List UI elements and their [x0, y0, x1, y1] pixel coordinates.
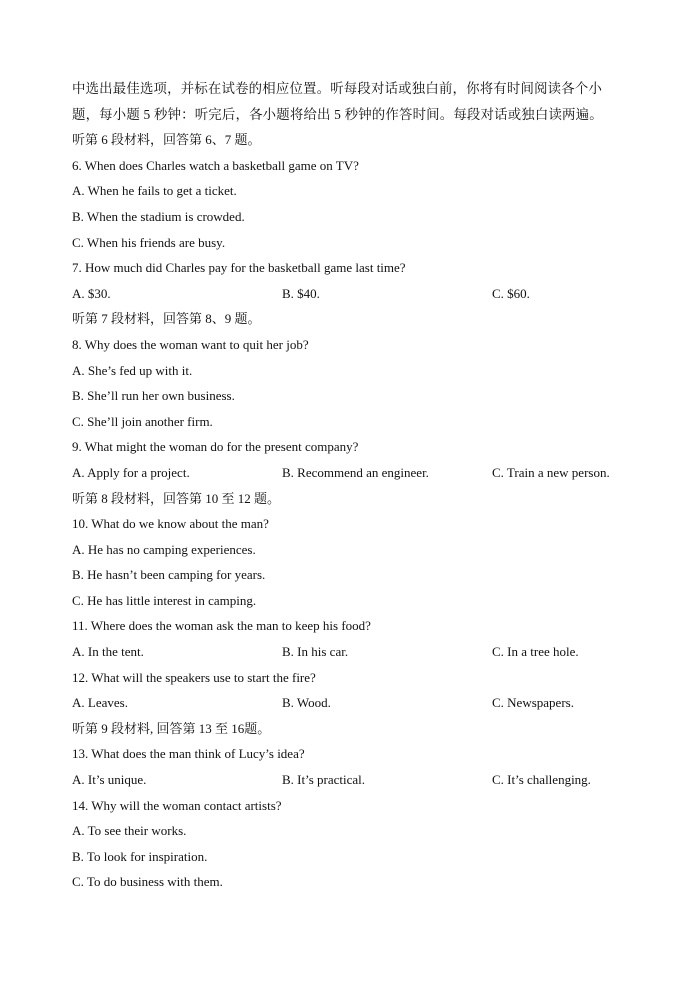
section-heading-8: 听第 8 段材料，回答第 10 至 12 题。: [72, 490, 281, 506]
question-8-stem: 8. Why does the woman want to quit her job?: [72, 336, 309, 352]
question-7-option-b: B. $40.: [282, 285, 320, 301]
question-13-option-b: B. It’s practical.: [282, 772, 366, 788]
question-13-options: [72, 767, 632, 793]
question-14-stem: 14. Why will the woman contact artists?: [72, 797, 282, 813]
question-12-option-a: A. Leaves.: [72, 695, 128, 711]
question-10-option-a: A. He has no camping experiences.: [72, 541, 256, 557]
section-heading-7: 听第 7 段材料，回答第 8、9 题。: [72, 311, 261, 327]
question-13-option-c: C. It’s challenging.: [492, 772, 591, 788]
question-9-stem: 9. What might the woman do for the present company?: [72, 439, 359, 455]
section-heading-9: 听第 9 段材料, 回答第 13 至 16题。: [72, 720, 271, 736]
question-9-option-c: C. Train a new person.: [492, 464, 610, 480]
question-8-option-c: C. She’ll join another firm.: [72, 413, 213, 429]
question-14-option-b: B. To look for inspiration.: [72, 848, 208, 864]
question-11-stem: 11. Where does the woman ask the man to keep his food?: [72, 618, 371, 634]
question-6-option-c: C. When his friends are busy.: [72, 234, 226, 250]
question-10-option-c: C. He has little interest in camping.: [72, 592, 257, 608]
question-10-stem: 10. What do we know about the man?: [72, 516, 269, 532]
question-11-option-a: A. In the tent.: [72, 644, 144, 660]
question-9-options: [72, 460, 632, 486]
exam-page: [72, 76, 632, 895]
question-6-stem: 6. When does Charles watch a basketball game on TV?: [72, 157, 359, 173]
question-13-option-a: A. It’s unique.: [72, 772, 147, 788]
question-11-options: [72, 639, 632, 665]
question-14-option-a: A. To see their works.: [72, 823, 187, 839]
question-14-option-c: C. To do business with them.: [72, 874, 223, 890]
question-11-option-b: B. In his car.: [282, 644, 349, 660]
question-7-option-c: C. $60.: [492, 285, 530, 301]
section-heading-6: 听第 6 段材料，回答第 6、7 题。: [72, 132, 261, 148]
question-7-options: [72, 281, 632, 307]
question-8-option-b: B. She’ll run her own business.: [72, 388, 235, 404]
intro-line-1: 中选出最佳选项，并标在试卷的相应位置。听每段对话或独白前，你将有时间阅读各个小: [72, 81, 603, 96]
question-12-option-c: C. Newspapers.: [492, 695, 574, 711]
question-6-option-a: A. When he fails to get a ticket.: [72, 183, 237, 199]
question-9-option-b: B. Recommend an engineer.: [282, 464, 429, 480]
question-12-option-b: B. Wood.: [282, 695, 331, 711]
question-10-option-b: B. He hasn’t been camping for years.: [72, 567, 266, 583]
question-13-stem: 13. What does the man think of Lucy’s idea?: [72, 746, 305, 762]
intro-line-2: 题，每小题 5 秒钟：听完后，各小题将给出 5 秒钟的作答时间。每段对话或独白读两遍。: [72, 106, 603, 122]
question-12-stem: 12. What will the speakers use to start the fire?: [72, 669, 316, 685]
question-11-option-c: C. In a tree hole.: [492, 644, 579, 660]
question-8-option-a: A. She’s fed up with it.: [72, 362, 193, 378]
question-6-option-b: B. When the stadium is crowded.: [72, 208, 245, 224]
question-9-option-a: A. Apply for a project.: [72, 464, 190, 480]
question-7-option-a: A. $30.: [72, 285, 111, 301]
question-12-options: [72, 690, 632, 716]
question-7-stem: 7. How much did Charles pay for the basketball game last time?: [72, 260, 406, 276]
